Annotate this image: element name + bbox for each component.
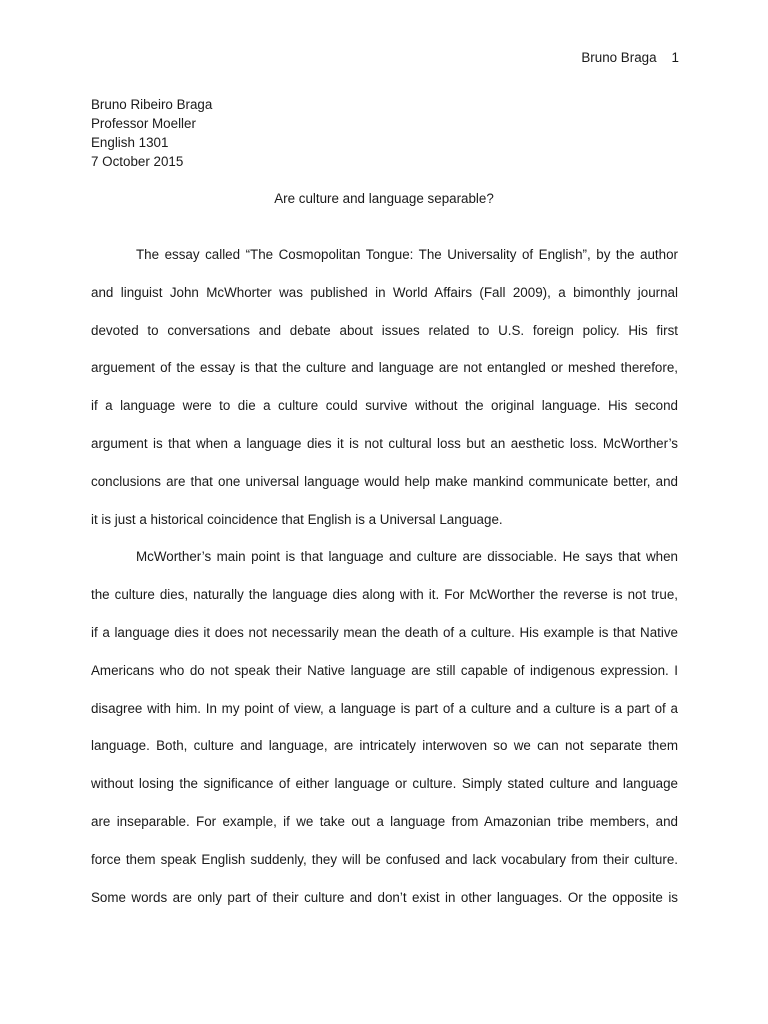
body-line: Some words are only part of their culture and don’t exist in other languages. Or the opposite is <box>91 889 678 905</box>
body-line: conclusions are that one universal language would help make mankind communicate better, and <box>91 473 678 489</box>
body-line: if a language were to die a culture could survive without the original language. His second <box>91 398 678 414</box>
body-line: and linguist John McWhorter was published in World Affairs (Fall 2009), a bimonthly journal <box>91 284 678 300</box>
body-line: language. Both, culture and language, are intricately interwoven so we can not separate them <box>91 738 678 754</box>
body-line: disagree with him. In my point of view, a language is part of a culture and a culture is a part of a <box>91 700 678 716</box>
body-line: McWorther’s main point is that language and culture are dissociable. He says that when <box>136 549 678 565</box>
essay-date: 7 October 2015 <box>91 154 184 169</box>
body-line: force them speak English suddenly, they will be confused and lack vocabulary from their culture. <box>91 851 678 867</box>
course-name: English 1301 <box>91 135 169 150</box>
body-line: arguement of the essay is that the culture and language are not entangled or meshed therefore, <box>91 360 678 376</box>
body-line: are inseparable. For example, if we take out a language from Amazonian tribe members, and <box>91 813 678 829</box>
essay-title: Are culture and language separable? <box>274 191 494 206</box>
body-line: the culture dies, naturally the language dies along with it. For McWorther the reverse is not true, <box>91 587 678 603</box>
essay-body <box>91 236 678 916</box>
body-line: without losing the significance of either language or culture. Simply stated culture and language <box>91 776 678 792</box>
mla-heading <box>91 95 212 171</box>
body-line: argument is that when a language dies it is not cultural loss but an aesthetic loss. McWorther’s <box>91 435 678 451</box>
page-number: 1 <box>671 50 679 65</box>
running-header <box>581 49 679 67</box>
body-line: devoted to conversations and debate about issues related to U.S. foreign policy. His first <box>91 322 678 338</box>
body-line: Americans who do not speak their Native language are still capable of indigenous expression. I <box>91 662 678 678</box>
body-line: it is just a historical coincidence that English is a Universal Language. <box>91 511 503 527</box>
header-author-surname: Bruno Braga <box>581 50 657 65</box>
body-line: The essay called “The Cosmopolitan Tongue: The Universality of English”, by the author <box>136 247 678 262</box>
body-line: if a language dies it does not necessarily mean the death of a culture. His example is that Native <box>91 624 678 640</box>
professor-name: Professor Moeller <box>91 116 196 131</box>
student-name: Bruno Ribeiro Braga <box>91 97 213 112</box>
